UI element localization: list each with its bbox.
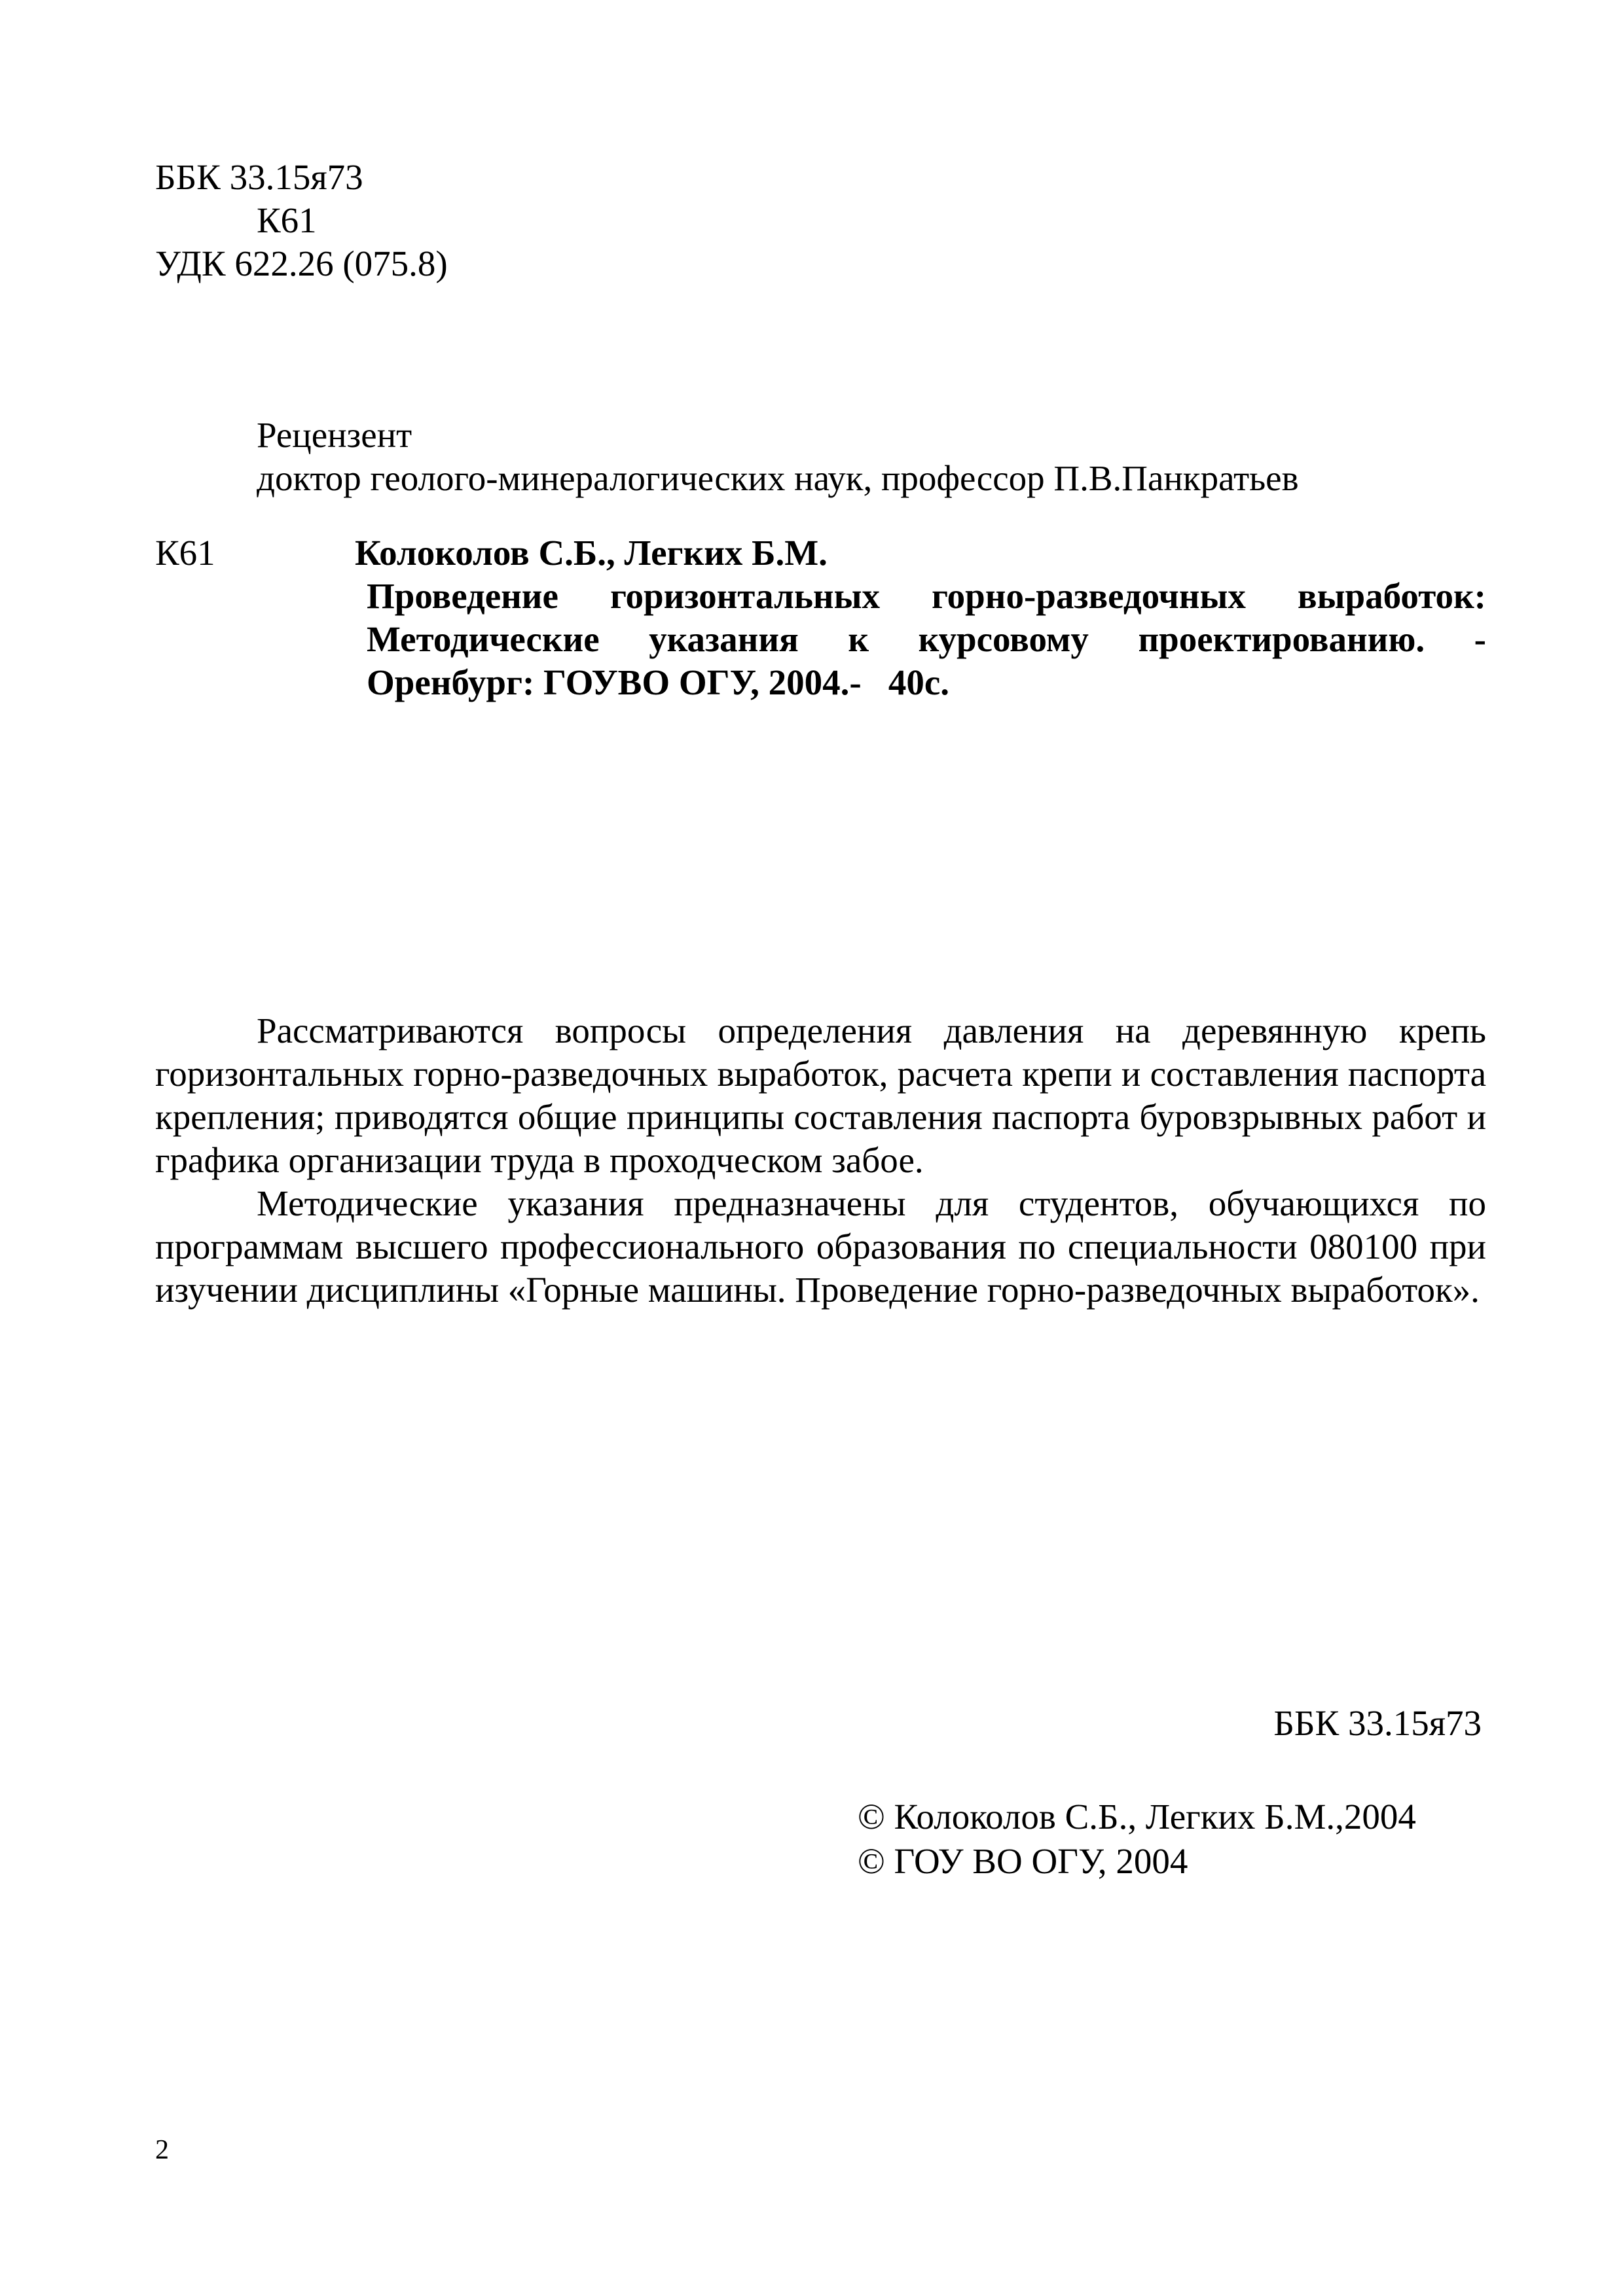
udk-code: УДК 622.26 (075.8) (155, 243, 448, 283)
reviewer-name: доктор геолого-минералогических наук, профессор П.В.Панкратьев (257, 458, 1299, 498)
abstract-paragraph: Рассматриваются вопросы определения давления на деревянную крепь горизонтальных горно-разведочных выработок, расчета крепи и составления паспорта крепления; приводятся общие принципы составления паспорта буровзрывных работ и графика организации труда в проходческом забое. (155, 1011, 1486, 1180)
catalog-entry-description (367, 575, 1486, 704)
reviewer-title: Рецензент (257, 415, 412, 455)
catalog-entry-authors: Колоколов С.Б., Легких Б.М. (355, 533, 828, 573)
copyright-organization: © ГОУ ВО ОГУ, 2004 (858, 1841, 1188, 1881)
bbk-code-top: ББК 33.15я73 (155, 157, 363, 197)
author-mark-top: К61 (257, 200, 317, 240)
catalog-entry-line: Методические указания к курсовому проектированию. - (367, 619, 1486, 659)
abstract-paragraph: Методические указания предназначены для студентов, обучающихся по программам высшего профессионального образования по специальности 080100 при изучении дисциплины «Горные машины. Проведение горно-разведочных выработок». (155, 1183, 1486, 1310)
catalog-entry-line: Оренбург: ГОУВО ОГУ, 2004.- 40с. (367, 662, 950, 702)
bbk-code-bottom: ББК 33.15я73 (1273, 1703, 1482, 1743)
copyright-authors: © Колоколов С.Б., Легких Б.М.,2004 (858, 1797, 1416, 1837)
abstract (155, 1009, 1486, 1312)
catalog-entry-code: К61 (155, 533, 215, 573)
catalog-entry-line: Проведение горизонтальных горно-разведочных выработок: (367, 576, 1486, 616)
page-number: 2 (155, 2135, 169, 2165)
